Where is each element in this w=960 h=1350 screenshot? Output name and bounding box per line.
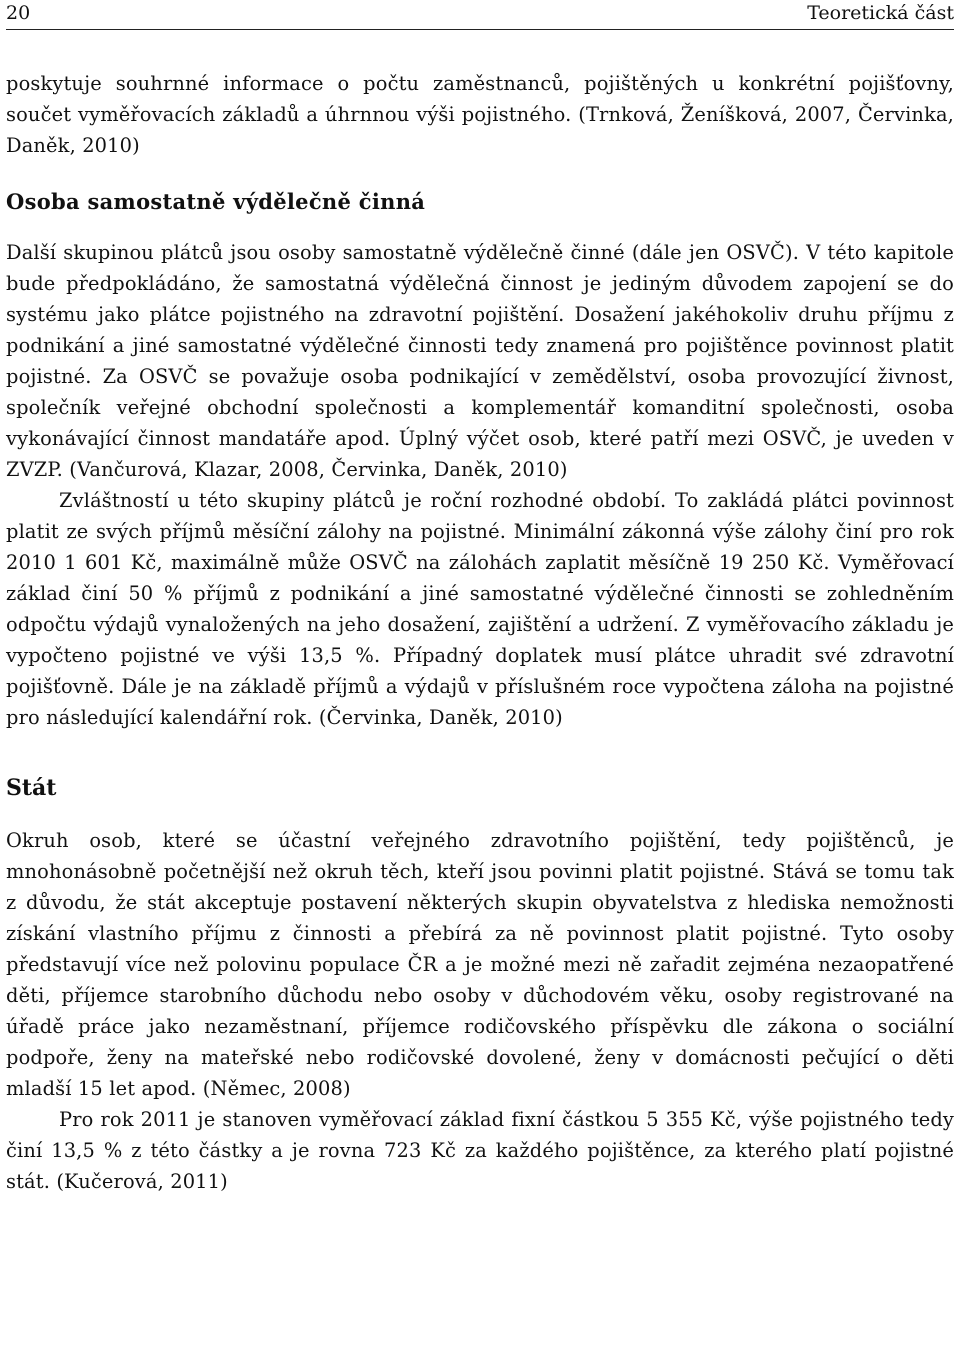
paragraph-stat-2: Pro rok 2011 je stanoven vyměřovací základ fixní částkou 5 355 Kč, výše pojistného tedy činí 13,5 % z této částky a je rovna 723 Kč za každého pojištěnce, za kterého platí pojistné stát. (Kučerová, 2011) (6, 1108, 954, 1193)
heading-stat: Stát (6, 775, 57, 801)
heading-osvc: Osoba samostatně výdělečně činná (6, 189, 426, 214)
paragraph-osvc-2: Zvláštností u této skupiny plátců je roční rozhodné období. To zakládá plátci povinnost platit ze svých příjmů měsíční zálohy na pojistné. Minimální zákonná výše zálohy činí pro rok 2010 1 601 Kč, maximálně může OSVČ na zálohách zaplatit měsíčně 19 250 Kč. Vyměřovací základ činí 50 % příjmů z podnikání a jiné samostatné výdělečné činnosti se zohledněním odpočtu výdajů vynaložených na jeho dosažení, zajištění a udržení. Z vyměřovacího základu je vypočteno pojistné ve výši 13,5 %. Případný doplatek musí plátce uhradit své zdravotní pojišťovně. Dále je na základě příjmů a výdajů v příslušném roce vypočtena záloha na pojistné pro následující kalendářní rok. (Červinka, Daněk, 2010) (6, 489, 954, 729)
page-header (6, 0, 954, 30)
section-name: Teoretická část (807, 2, 954, 24)
paragraph-stat-1: Okruh osob, které se účastní veřejného zdravotního pojištění, tedy pojištěnců, je mnohonásobně početnější než okruh těch, kteří jsou povinni platit pojistné. Stává se tomu tak z důvodu, že stát akceptuje postavení některých skupin obyvatelstva z hlediska nemožnosti získání vlastního příjmu z činnosti a přebírá za ně povinnost platit pojistné. Tyto osoby představují více než polovinu populace ČR a je možné mezi ně zařadit zejména nezaopatřené děti, příjemce starobního důchodu nebo osoby v důchodovém věku, osoby registrované na úřadě práce jako nezaměstnaní, příjemce rodičovského příspěvku dle zákona o sociální podpoře, ženy na mateřské nebo rodičovské dovolené, ženy v domácnosti pečující o děti mladší 15 let apod. (Němec, 2008) (6, 829, 954, 1100)
page-number: 20 (6, 2, 31, 24)
paragraph-intro: poskytuje souhrnné informace o počtu zaměstnanců, pojištěných u konkrétní pojišťovny, součet vyměřovacích základů a úhrnnou výši pojistného. (Trnková, Ženíšková, 2007, Červinka, Daněk, 2010) (6, 72, 954, 157)
paragraph-osvc-1: Další skupinou plátců jsou osoby samostatně výdělečně činné (dále jen OSVČ). V této kapitole bude předpokládáno, že samostatná výdělečná činnost je jediným důvodem zapojení se do systému jako plátce pojistného na zdravotní pojištění. Dosažení jakéhokoliv druhu příjmu z podnikání a jiné samostatné výdělečné činnosti tedy znamená pro pojištěnce povinnost platit pojistné. Za OSVČ se považuje osoba podnikající v zemědělství, osoba provozující živnost, společník veřejné obchodní společnosti a komplementář komanditní společnosti, osoba vykonávající činnost mandatáře apod. Úplný výčet osob, které patří mezi OSVČ, je uveden v ZVZP. (Vančurová, Klazar, 2008, Červinka, Daněk, 2010) (6, 241, 954, 481)
